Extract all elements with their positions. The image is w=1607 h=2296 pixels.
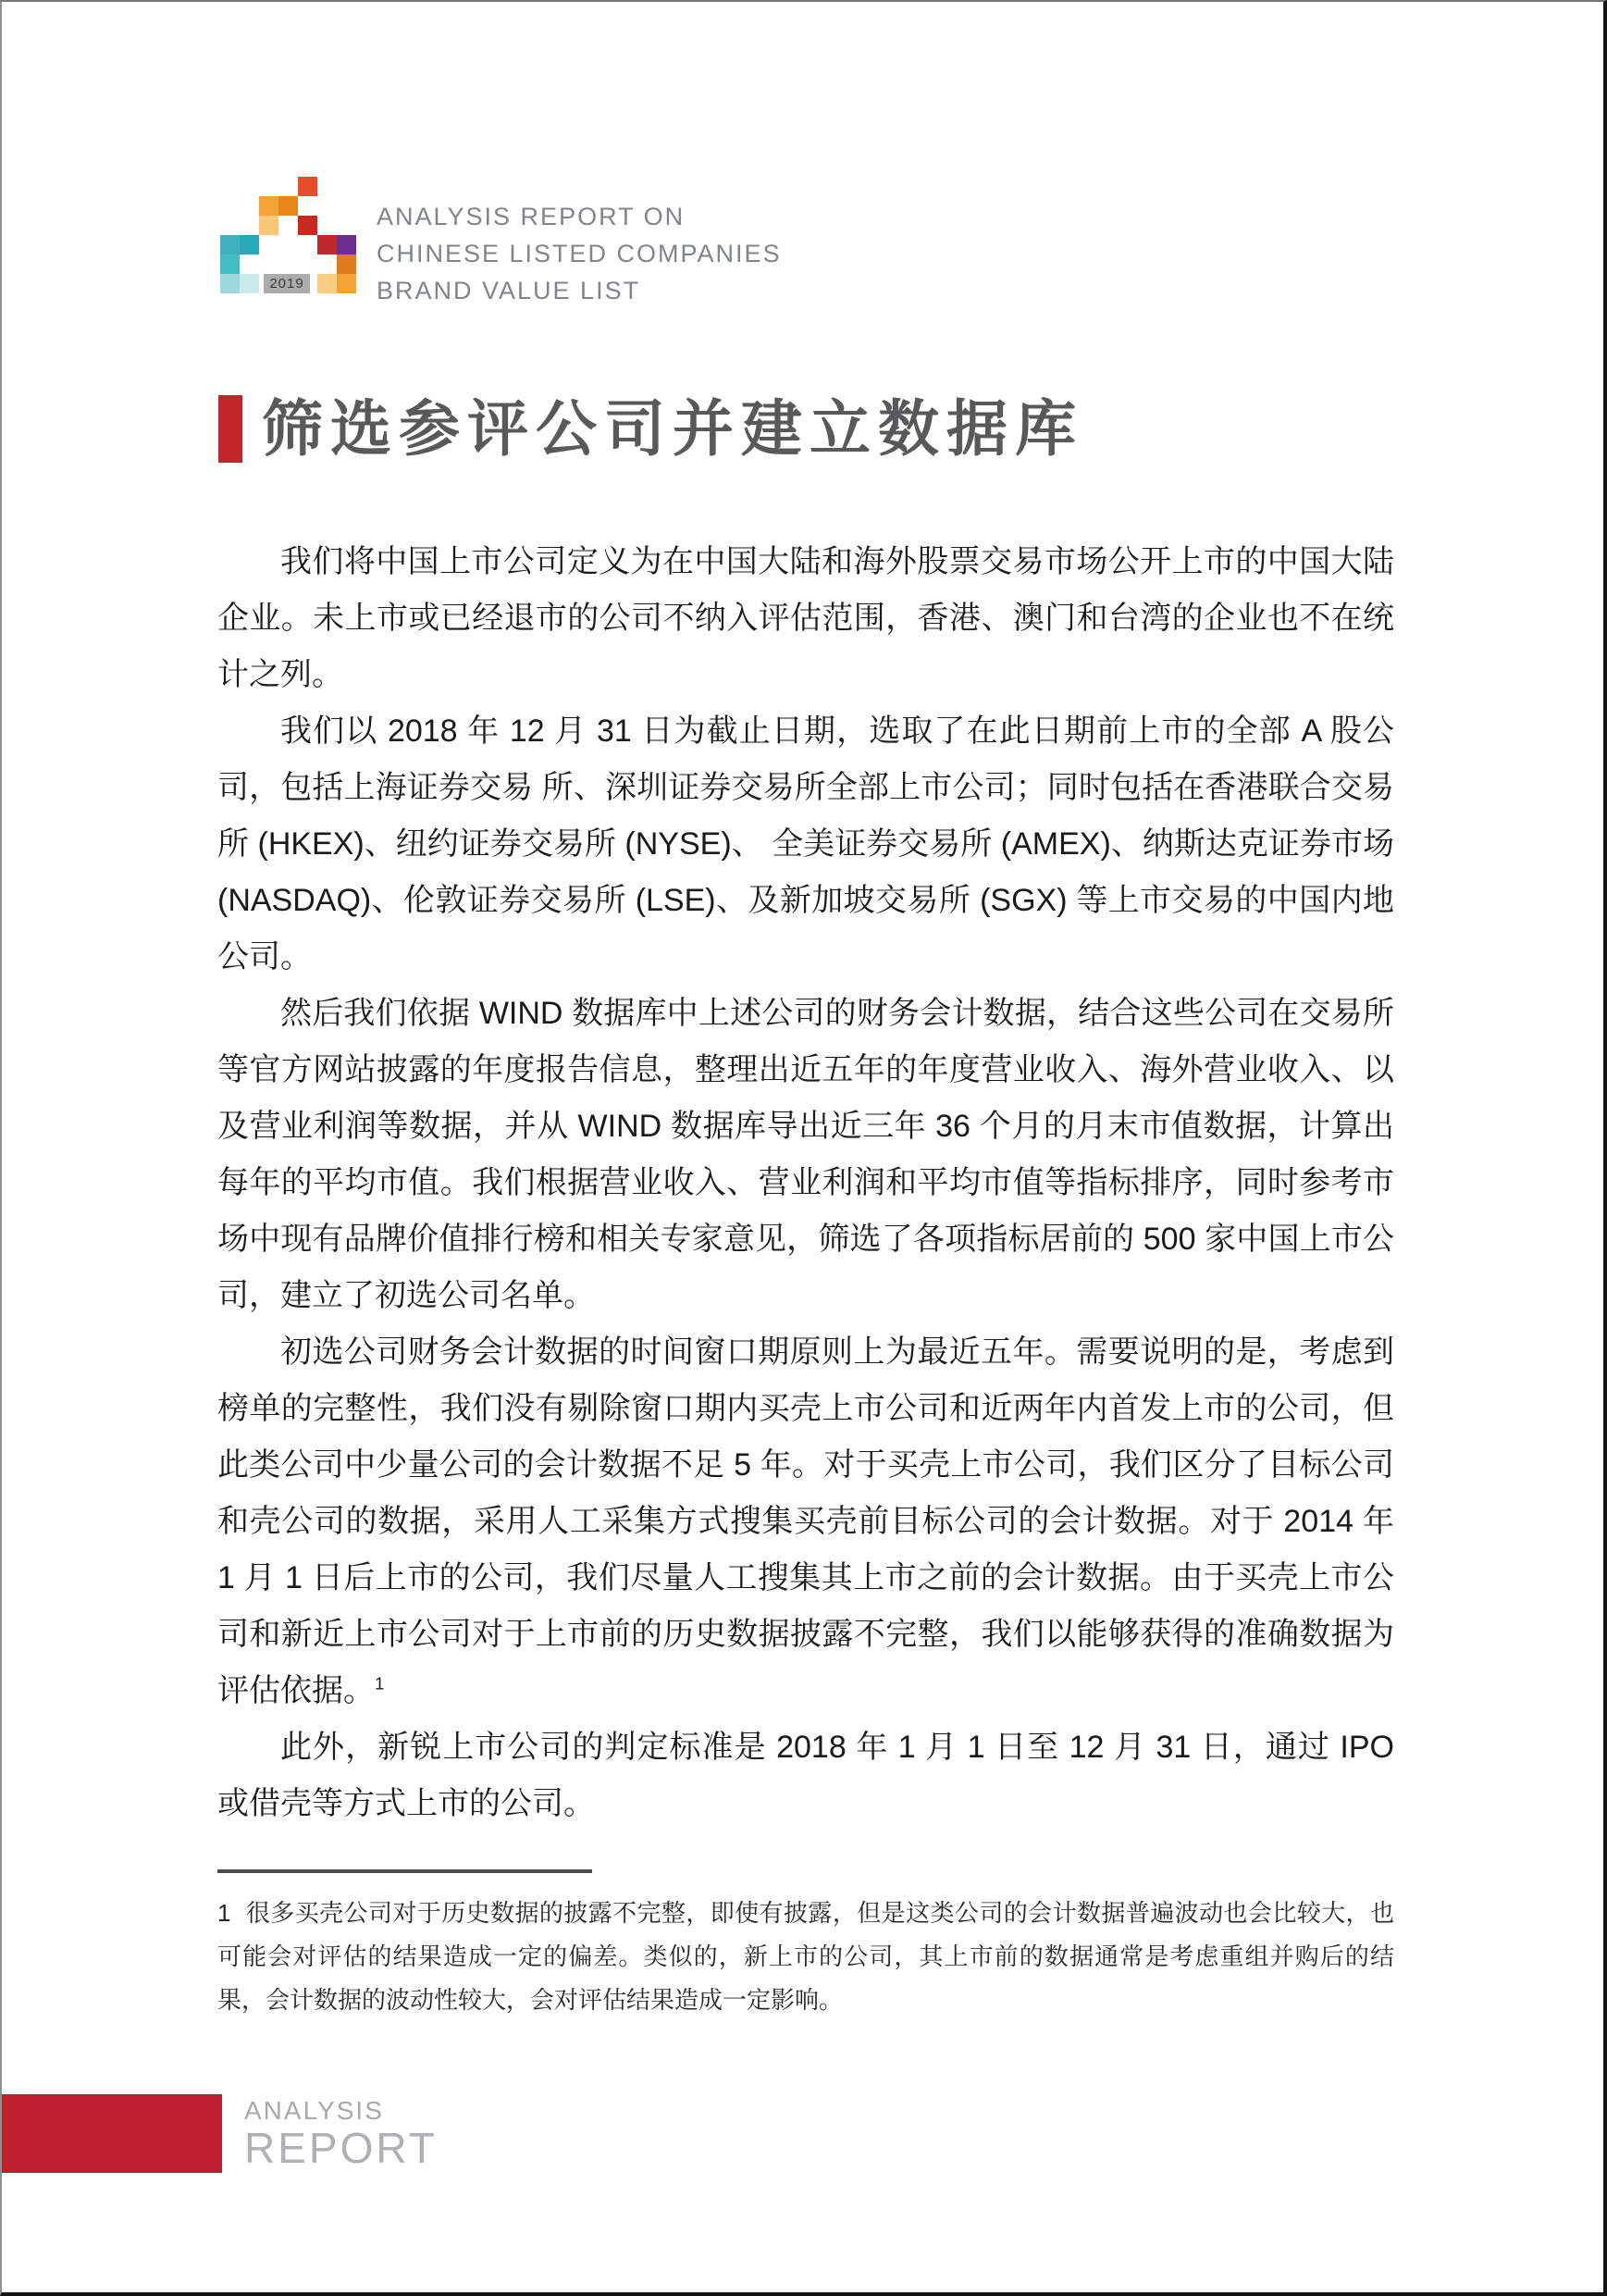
body-text: [217, 534, 1394, 1832]
logo-cell: [220, 254, 240, 274]
footer-report-label: REPORT: [244, 2124, 438, 2172]
logo-cell: [220, 274, 240, 293]
paragraph-4: [217, 1324, 1394, 1719]
paragraph-3: 然后我们依据 WIND 数据库中上述公司的财务会计数据，结合这些公司在交易所等官方网站披露的年度报告信息，整理出近五年的年度营业收入、海外营业收入、以及营业利润等数据，并从 WIND 数据库导出近三年 36 个月的月末市值数据，计算出每年的平均市值。我们根据营业收入、营业利润和平均市值等指标排序，同时参考市场中现有品牌价值排行榜和相关专家意见，筛选了各项指标居前的 500 家中国上市公司，建立了初选公司名单。: [217, 996, 1394, 1313]
logo-cell: [337, 235, 356, 254]
logo-cell: [278, 196, 298, 216]
logo-year-badge: 2019: [264, 274, 310, 293]
brand-logo: [220, 177, 356, 293]
logo-cell: [259, 196, 278, 216]
paragraph-5: 此外，新锐上市公司的判定标准是 2018 年 1 月 1 日至 12 月 31 日，通过 IPO 或借壳等方式上市的公司。: [217, 1730, 1394, 1821]
section-title: 筛选参评公司并建立数据库: [262, 394, 1083, 463]
paragraph-2: 我们以 2018 年 12 月 31 日为截止日期，选取了在此日期前上市的全部 A 股公司，包括上海证券交易 所、深圳证券交易所全部上市公司；同时包括在香港联合交易所 (HKEX)、纽约证券交易所 (NYSE)、 全美证券交易所 (AMEX)、纳斯达克证券市场 (NASDAQ)、伦敦证券交易所 (LSE)、及新加坡交易所 (SGX) 等上市交易的中国内地公司。: [217, 714, 1394, 974]
logo-cell: [317, 235, 337, 254]
brand-title-line1: ANALYSIS REPORT ON: [377, 203, 686, 230]
logo-cell: [317, 274, 337, 293]
brand-title-line3: BRAND VALUE LIST: [377, 277, 641, 304]
logo-cell: [298, 216, 317, 235]
logo-cell: [337, 254, 356, 274]
logo-cell: [337, 274, 356, 293]
footnote-separator: [217, 1869, 592, 1873]
logo-cell: [298, 177, 317, 196]
footnote-marker: 1: [217, 1899, 231, 1927]
brand-title-line2: CHINESE LISTED COMPANIES: [377, 240, 782, 267]
footnote-text: 很多买壳公司对于历史数据的披露不完整，即使有披露，但是这类公司的会计数据普遍波动也会比较大，也可能会对评估的结果造成一定的偏差。类似的，新上市的公司，其上市前的数据通常是考虑重组并购后的结果，会计数据的波动性较大，会对评估结果造成一定影响。: [217, 1899, 1394, 2014]
section-title-accent-bar: [218, 395, 242, 463]
paragraph-1: 我们将中国上市公司定义为在中国大陆和海外股票交易市场公开上市的中国大陆企业。未上市或已经退市的公司不纳入评估范围，香港、澳门和台湾的企业也不在统计之列。: [217, 544, 1394, 692]
footnote-reference: 1: [375, 1673, 385, 1694]
footer-analysis-label: ANALYSIS: [244, 2096, 384, 2125]
footer-red-block: [2, 2094, 222, 2173]
paragraph-4-text: 初选公司财务会计数据的时间窗口期原则上为最近五年。需要说明的是，考虑到榜单的完整性，我们没有剔除窗口期内买壳上市公司和近两年内首发上市的公司，但此类公司中少量公司的会计数据不足 5 年。对于买壳上市公司，我们区分了目标公司和壳公司的数据，采用人工采集方式搜集买壳前目标公司的会计数据。对于 2014 年 1 月 1 日后上市的公司，我们尽量人工搜集其上市之前的会计数据。由于买壳上市公司和新近上市公司对于上市前的历史数据披露不完整，我们以能够获得的准确数据为评估依据。: [217, 1334, 1394, 1708]
logo-cell: [240, 235, 259, 254]
footer-wordmark: [244, 2096, 438, 2172]
logo-cell: [259, 216, 278, 235]
brand-title: [377, 198, 782, 309]
logo-cell: [220, 235, 240, 254]
logo-cell: [240, 274, 259, 293]
footnote: [217, 1892, 1394, 2022]
